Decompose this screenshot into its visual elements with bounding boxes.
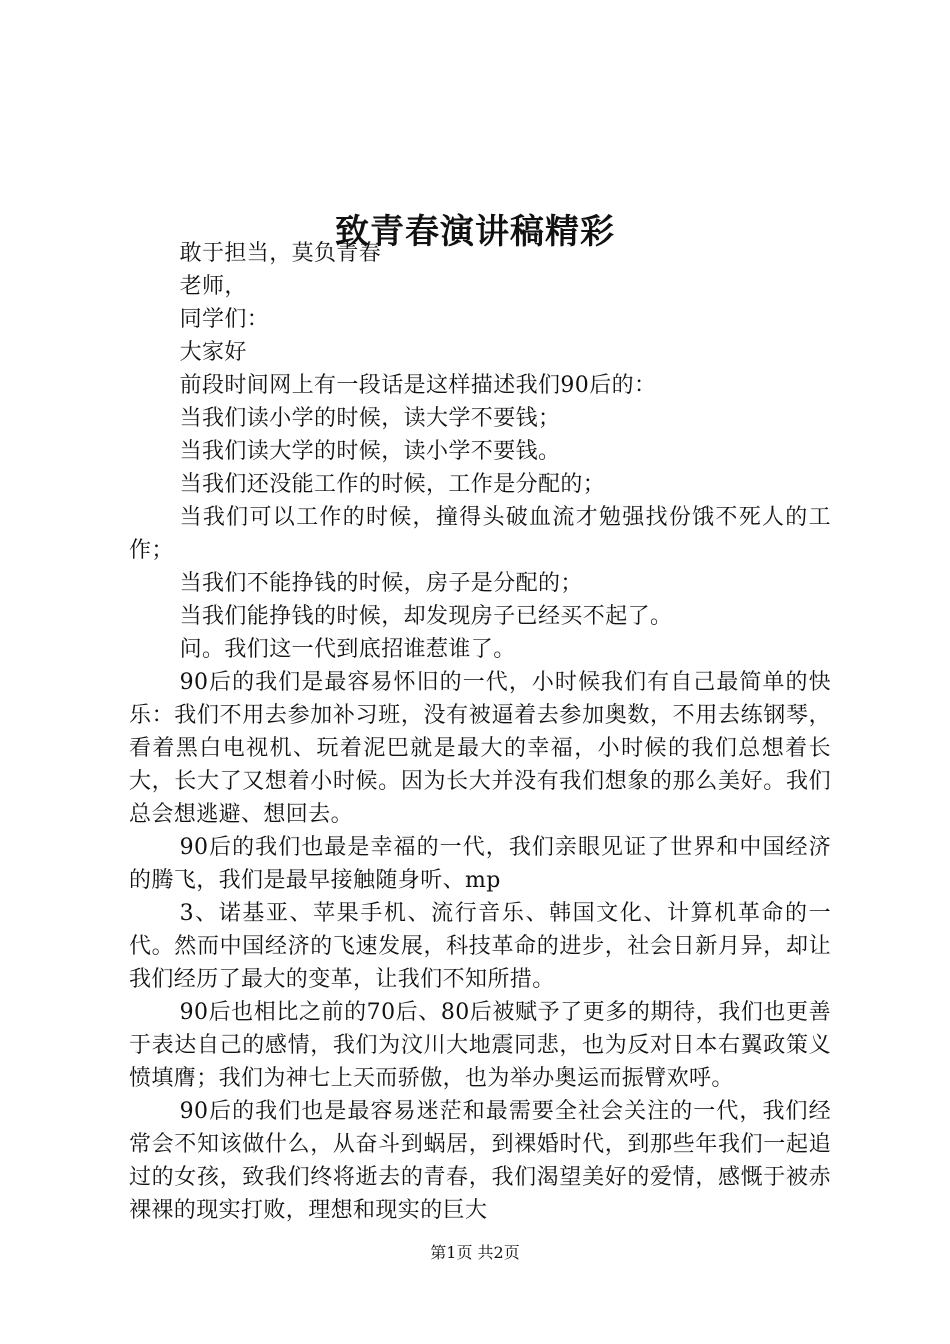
paragraph: 当我们读小学的时候，读大学不要钱；: [179, 406, 561, 431]
paragraph: 当我们读大学的时候，读小学不要钱。: [179, 439, 561, 464]
paragraph: 90后的我们是最容易怀旧的一代，小时候我们有自己最简单的快乐：我们不用去参加补习班，没有被逼着去参加奥数，不用去练钢琴，看着黑白电视机、玩着泥巴就是最大的幸福，小时候的我们总想着长大，长大了又想着小时候。因为长大并没有我们想象的那么美好。我们总会想逃避、想回去。: [129, 670, 831, 827]
paragraph: 90后的我们也最是幸福的一代，我们亲眼见证了世界和中国经济的腾飞，我们是最早接触随身听、mp: [129, 835, 831, 893]
paragraph: 同学们：: [179, 307, 270, 332]
paragraph: 当我们可以工作的时候，撞得头破血流才勉强找份饿不死人的工作；: [129, 505, 831, 563]
paragraph: 90后也相比之前的70后、80后被赋予了更多的期待，我们也更善于表达自己的感情，我们为汶川大地震同悲，也为反对日本右翼政策义愤填膺；我们为神七上天而骄傲，也为举办奥运而振臂欢呼。: [129, 1000, 831, 1091]
paragraph: 当我们还没能工作的时候，工作是分配的；: [179, 472, 606, 497]
paragraph: 90后的我们也是最容易迷茫和最需要全社会关注的一代，我们经常会不知该做什么，从奋斗到蜗居，到裸婚时代，到那些年我们一起追过的女孩，致我们终将逝去的青春，我们渴望美好的爱情，感慨于被赤裸裸的现实打败，理想和现实的巨大: [129, 1099, 831, 1223]
paragraph: 敢于担当，莫负青春: [179, 241, 382, 266]
paragraph: 前段时间网上有一段话是这样描述我们90后的：: [179, 373, 657, 398]
paragraph: 当我们不能挣钱的时候，房子是分配的；: [179, 571, 583, 596]
paragraph: 老师，: [179, 274, 247, 299]
paragraph: 3、诺基亚、苹果手机、流行音乐、韩国文化、计算机革命的一代。然而中国经济的飞速发展，科技革命的进步，社会日新月异，却让我们经历了最大的变革，让我们不知所措。: [129, 901, 831, 992]
page-footer: 第1页 共2页: [430, 1243, 520, 1262]
paragraph: 大家好: [179, 340, 247, 365]
paragraph: 当我们能挣钱的时候，却发现房子已经买不起了。: [179, 604, 673, 629]
document-body: [129, 237, 831, 1227]
document-title: 致青春演讲稿精彩: [335, 211, 615, 252]
paragraph: 问。我们这一代到底招谁惹谁了。: [179, 637, 516, 662]
